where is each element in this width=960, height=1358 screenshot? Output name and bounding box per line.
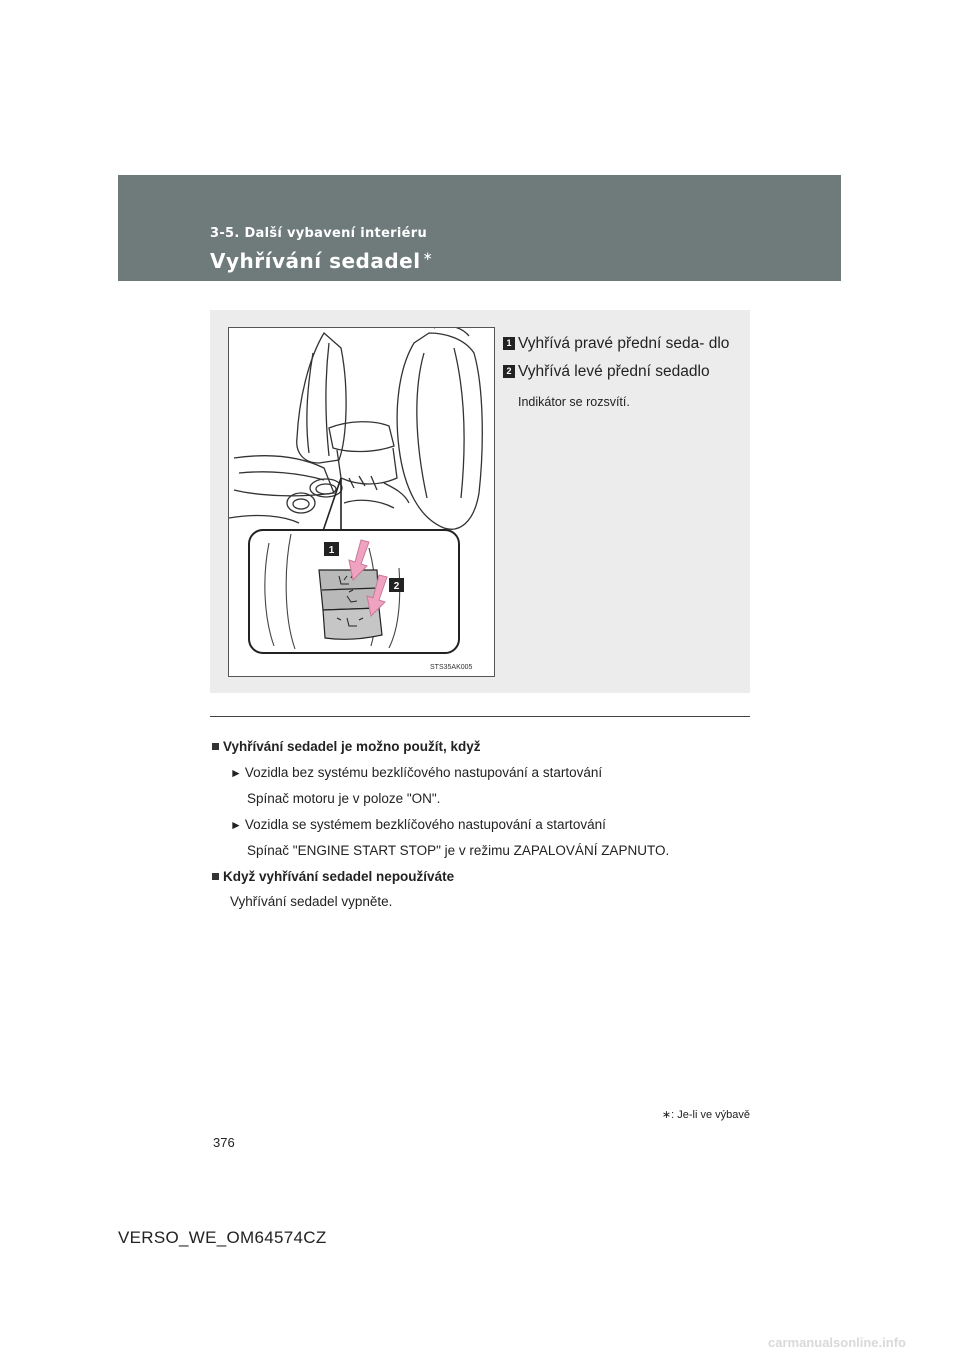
seat-heater-illustration (228, 327, 495, 677)
square-bullet-icon (212, 743, 219, 750)
footnote: ∗: Je-li ve výbavě (661, 1109, 750, 1121)
figure-code: STS35AK005 (430, 664, 473, 671)
legend-note: Indikátor se rozsvítí. (518, 395, 630, 409)
list-item (212, 760, 752, 787)
page-title-text: Vyhřívání sedadel (210, 249, 421, 273)
list-item-label: Vozidla bez systému bezklíčového nastupování a startování (244, 764, 603, 780)
legend-item (503, 361, 731, 383)
section-paragraph: Vyhřívání sedadel vypněte. (230, 894, 393, 909)
square-bullet-icon (212, 873, 219, 880)
document-code: VERSO_WE_OM64574CZ (118, 1228, 327, 1247)
list-item-label: Vozidla se systémem bezklíčového nastupování a startování (244, 816, 606, 832)
legend-number-badge: 1 (503, 337, 515, 350)
section-heading (212, 734, 752, 760)
section-label: 3-5. Další vybavení interiéru (210, 226, 428, 241)
section-heading-text: Vyhřívání sedadel je možno použít, když (223, 739, 481, 754)
legend-text: Vyhřívá levé přední sedadlo (518, 363, 710, 380)
list-item (212, 812, 752, 839)
triangle-bullet-icon: ► (230, 817, 242, 832)
section-divider (210, 716, 750, 717)
page-title (210, 249, 433, 273)
triangle-bullet-icon: ► (230, 765, 242, 780)
watermark: carmanualsonline.info (768, 1335, 906, 1350)
legend-item (503, 333, 731, 355)
legend-text: Vyhřívá pravé přední seda- dlo (518, 335, 730, 352)
optional-marker: ∗ (422, 249, 434, 264)
section-heading (212, 864, 752, 890)
list-item-detail: Spínač "ENGINE START STOP" je v režimu ZAPALOVÁNÍ ZAPNUTO. (247, 843, 670, 858)
figure-legend (503, 333, 731, 409)
section-heading-text: Když vyhřívání sedadel nepoužíváte (223, 868, 455, 884)
callout-2: 2 (393, 581, 400, 592)
callout-1: 1 (328, 545, 335, 556)
body-text (212, 734, 752, 915)
list-item-detail: Spínač motoru je v poloze "ON". (247, 791, 441, 806)
legend-number-badge: 2 (503, 365, 515, 378)
page-number: 376 (213, 1135, 235, 1150)
